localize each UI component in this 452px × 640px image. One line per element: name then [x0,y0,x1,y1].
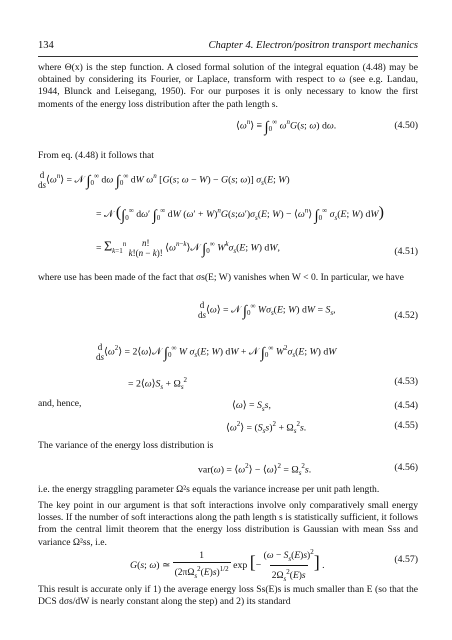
paragraph-and-hence: and, hence, [38,398,82,409]
equation-second-moment-line1: d $ds⟨\omega^2⟩$ = 2⟨ω⟩𝒩 $\int_0^\infty$ W $\sigma_s(E$; W) dW + 𝒩 $\int_0^\infty$ $W^2\sigma_s(E$; W) dW [96,342,337,362]
header-rule [38,56,418,57]
equation-number: (4.50) [394,120,418,131]
equation-variance: $var(\omega) = ⟨\omega^2⟩$ − ⟨ω⟩$^2$ = $\Omega_s^2s$. [198,462,312,478]
equation-number: (4.55) [394,420,418,431]
paragraph-step-function: where Θ(x) is the step function. A closed formal solution of the integral equation (4.48) may be obtained by considering its Fourier, or Laplace, transform with respect to ω (see e.g. Landau, 1944, Blunck and Leisegang, 1950). For our purposes it is only necessary to know the first moments of the energy loss distribution after the path length s. [38,62,418,110]
equation-number: (4.53) [394,376,418,387]
chapter-title: Chapter 4. Electron/positron transport mechanics [208,40,418,51]
equation-gaussian: G(s; ω) ≃ 1 $(2\pi\Omega_s^2(E)s)^{1/2}$ exp [− $(\omega - S_s(E)s)^2$ $2\Omega_s^2(E)s$] . [130,548,325,584]
equation-second-moment-line2: = $2⟨\omega⟩S_s + \Omega_s^2$ [128,376,188,392]
equation-number: (4.54) [394,400,418,411]
paragraph-accurate: This result is accurate only if 1) the average energy loss Ss(E)s is much smaller than E (so that the DCS dσs/dW is nearly constant along the step) and 2) its standard [38,584,418,608]
paragraph-straggling: i.e. the energy straggling parameter Ω²s equals the variance increase per unit path length. [38,484,380,495]
paragraph-key-point: The key point in our argument is that soft interactions involve only comparatively small energy losses. If the number of soft interactions along the path length s is statistically sufficient, it follows from the central limit theorem that the energy loss distribution is Gaussian with mean Sss and variance Ω²ss, i.e. [38,500,418,548]
equation-second-moment-result: $⟨\omega^2⟩ = (S_ss)^2 + \Omega_s^2s$. [226,420,307,436]
equation-number: (4.51) [394,246,418,257]
equation-moment-definition: $⟨\omega^n⟩ \equiv \int_0^\infty$ $\omega^nG(s$; ω) dω. [236,118,337,136]
equation-number: (4.56) [394,462,418,473]
equation-mean-result: ⟨ω⟩ = $S_ss$, [232,400,271,413]
paragraph-variance-intro: The variance of the energy loss distribution is [38,440,214,451]
equation-derivative-line3: = $\Sigma_{k=1}^n$ n! k!(n − k)! $⟨\omega^{n-k}⟩𝒩$ $\int_0^\infty$ $W^k\sigma_s(E$; W) dW, [96,238,280,258]
equation-derivative-line1: d $ds⟨\omega^n⟩$ = 𝒩 $\int_0^\infty$ dω $\int_0^\infty$ dW $\omega^n$ [G(s; ω − W) − G(s; ω)] $\sigma_s(E$; W) [38,170,290,190]
paragraph-where-used: where use has been made of the fact that σs(E; W) vanishes when W < 0. In particular, we have [38,272,404,283]
equation-mean-derivative: d ds⟨ω⟩ = 𝒩 $\int_0^\infty$ $W\sigma_s(E$; W) dW = $S_s$, [198,300,336,320]
equation-derivative-line2: = 𝒩 ($\int_0^\infty$ dω′ $\int_0^\infty$ dW $(\omega' + W)^nG(s;\omega')\sigma_s(E$; $W) - ⟨\omega^n⟩$ $\int_0^\infty$ $\sigma_s(E$; W) dW) [96,204,384,224]
paragraph-from-eq: From eq. (4.48) it follows that [38,150,154,161]
running-header [38,40,418,54]
equation-number: (4.52) [394,310,418,321]
page-number: 134 [38,40,54,51]
equation-number: (4.57) [394,554,418,565]
